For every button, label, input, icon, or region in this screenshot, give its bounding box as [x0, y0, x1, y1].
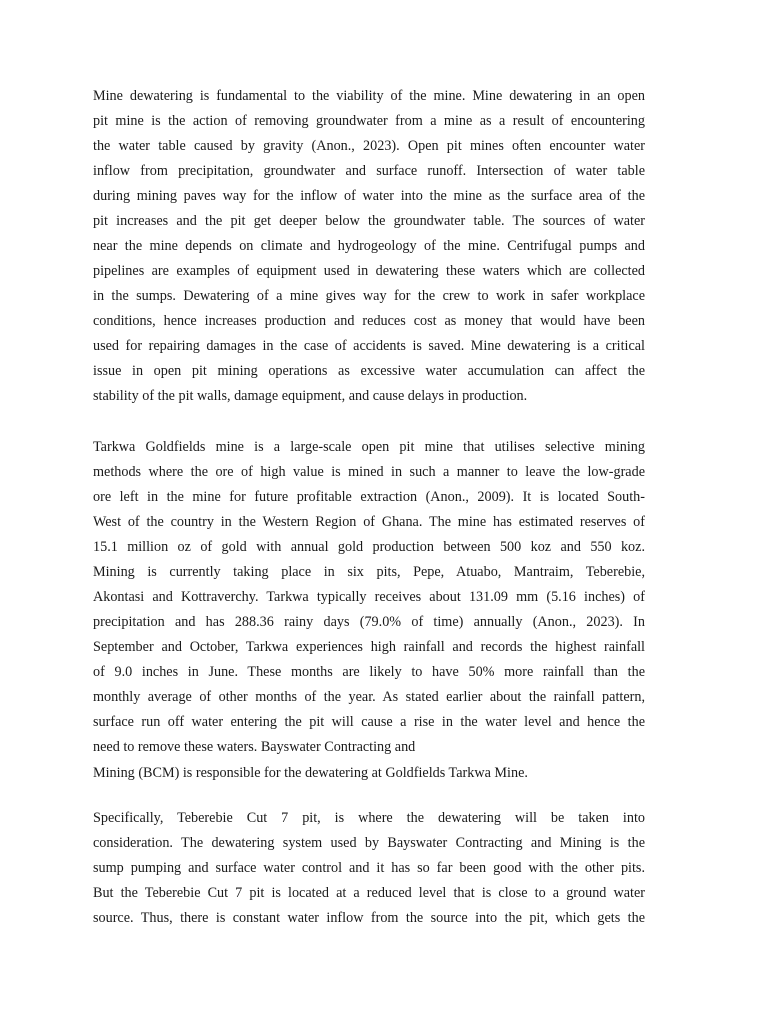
text-line: Specifically, Teberebie Cut 7 pit, is where the dewatering will be taken into	[93, 810, 645, 826]
text-line: the water table caused by gravity (Anon., 2023). Open pit mines often encounter water	[93, 138, 645, 154]
text-line: source. Thus, there is constant water inflow from the source into the pit, which gets the	[93, 910, 645, 926]
text-line: ore left in the mine for future profitable extraction (Anon., 2009). It is located South-	[93, 489, 645, 505]
text-line: consideration. The dewatering system used by Bayswater Contracting and Mining is the	[93, 835, 645, 851]
text-line: sump pumping and surface water control and it has so far been good with the other pits.	[93, 860, 645, 876]
text-line: Mine dewatering is fundamental to the viability of the mine. Mine dewatering in an open	[93, 88, 645, 104]
paragraph-tarkwa-goldfields	[93, 435, 645, 760]
paragraph-bcm-responsibility	[93, 761, 645, 786]
paragraph-mine-dewatering	[93, 84, 645, 409]
text-line: conditions, hence increases production and reduces cost as money that would have been	[93, 313, 645, 329]
paragraph-teberebie-cut7	[93, 806, 645, 931]
text-line: inflow from precipitation, groundwater and surface runoff. Intersection of water table	[93, 163, 645, 179]
text-line: near the mine depends on climate and hydrogeology of the mine. Centrifugal pumps and	[93, 238, 645, 254]
text-line: Akontasi and Kottraverchy. Tarkwa typically receives about 131.09 mm (5.16 inches) of	[93, 589, 645, 605]
text-line: monthly average of other months of the year. As stated earlier about the rainfall pattern,	[93, 689, 645, 705]
text-line: pipelines are examples of equipment used in dewatering these waters which are collected	[93, 263, 645, 279]
text-line: in the sumps. Dewatering of a mine gives way for the crew to work in safer workplace	[93, 288, 645, 304]
text-line: precipitation and has 288.36 rainy days (79.0% of time) annually (Anon., 2023). In	[93, 614, 645, 630]
text-line: Mining is currently taking place in six pits, Pepe, Atuabo, Mantraim, Teberebie,	[93, 564, 645, 580]
text-line: pit increases and the pit get deeper below the groundwater table. The sources of water	[93, 213, 645, 229]
text-line: September and October, Tarkwa experiences high rainfall and records the highest rainfall	[93, 639, 645, 655]
text-line: But the Teberebie Cut 7 pit is located at a reduced level that is close to a ground water	[93, 885, 645, 901]
text-line: surface run off water entering the pit will cause a rise in the water level and hence the	[93, 714, 645, 730]
text-line: pit mine is the action of removing groundwater from a mine as a result of encountering	[93, 113, 645, 129]
text-line: of 9.0 inches in June. These months are likely to have 50% more rainfall than the	[93, 664, 645, 680]
text-line: issue in open pit mining operations as excessive water accumulation can affect the	[93, 363, 645, 379]
text-line: used for repairing damages in the case of accidents is saved. Mine dewatering is a critical	[93, 338, 645, 354]
text-line: need to remove these waters. Bayswater Contracting and	[93, 739, 416, 755]
text-line: West of the country in the Western Region of Ghana. The mine has estimated reserves of	[93, 514, 645, 530]
text-line: Tarkwa Goldfields mine is a large-scale open pit mine that utilises selective mining	[93, 439, 645, 455]
text-line: Mining (BCM) is responsible for the dewatering at Goldfields Tarkwa Mine.	[93, 765, 528, 781]
text-line: 15.1 million oz of gold with annual gold production between 500 koz and 550 koz.	[93, 539, 645, 555]
text-line: during mining paves way for the inflow of water into the mine as the surface area of the	[93, 188, 645, 204]
text-line: methods where the ore of high value is mined in such a manner to leave the low-grade	[93, 464, 645, 480]
text-line: stability of the pit walls, damage equipment, and cause delays in production.	[93, 388, 528, 404]
